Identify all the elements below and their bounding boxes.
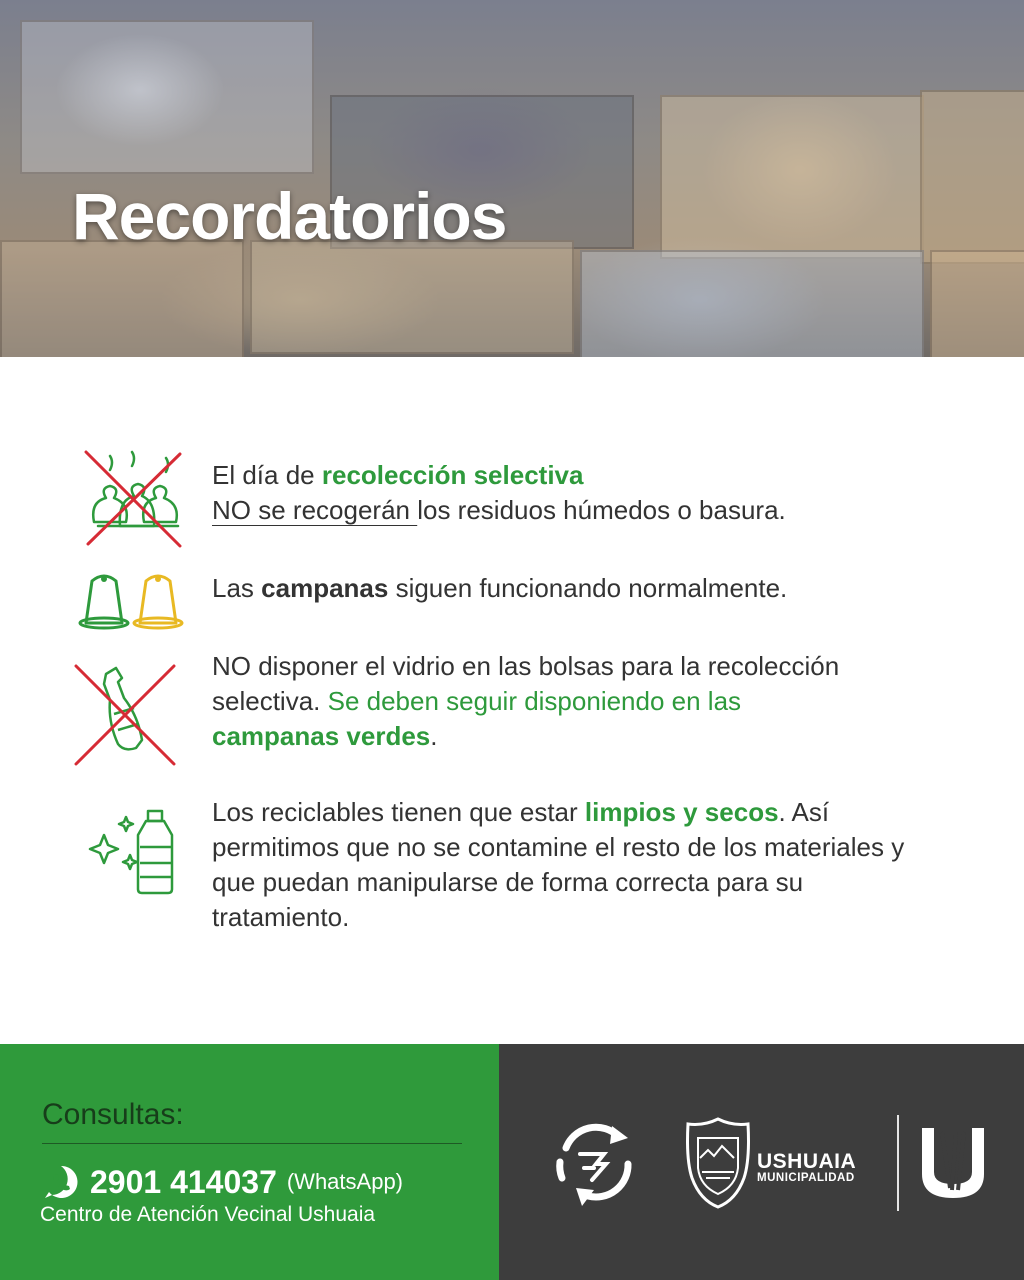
highlight-text: limpios y secos xyxy=(584,797,779,827)
ushuaia-u-logo-icon xyxy=(918,1124,988,1200)
reminder-item xyxy=(0,565,1024,635)
phone-number[interactable]: 2901 414037 xyxy=(90,1163,277,1200)
clean-bottle-icon xyxy=(86,807,178,895)
item-text: . xyxy=(430,721,438,751)
municipality-subtitle: MUNICIPALIDAD xyxy=(757,1172,855,1184)
highlight-bold-text: campanas verdes xyxy=(212,721,431,751)
whatsapp-icon xyxy=(42,1163,80,1201)
item-text: los residuos húmedos o basura. xyxy=(417,495,786,525)
highlight-text: Se deben seguir disponiendo en las xyxy=(327,686,742,716)
item-text: Las xyxy=(212,573,262,603)
consultas-heading: Consultas: xyxy=(42,1098,184,1131)
logo-separator xyxy=(897,1115,899,1211)
item-text: . Así permitimos que no se contamine el resto de los materiales y que puedan manipularse de forma correcta para su tratamiento. xyxy=(212,797,905,932)
underlined-text: NO se recogerán xyxy=(212,495,418,525)
divider xyxy=(42,1143,462,1144)
item-text: El día de xyxy=(212,460,322,490)
item-text: Los reciclables tienen que estar xyxy=(212,797,585,827)
municipal-shield-icon xyxy=(684,1116,752,1210)
bold-text: campanas xyxy=(261,573,389,603)
highlight-text: recolección selectiva xyxy=(321,460,584,490)
hero-image xyxy=(0,0,1024,357)
municipality-name: USHUAIA xyxy=(757,1150,857,1173)
crossed-trash-bags-icon xyxy=(80,446,184,550)
reminder-item xyxy=(0,440,1024,550)
recycling-logo-icon xyxy=(548,1118,640,1210)
crossed-bottle-icon xyxy=(72,662,178,768)
recycling-bins-icon xyxy=(76,569,190,633)
page-title: Recordatorios xyxy=(72,179,507,253)
whatsapp-label: (WhatsApp) xyxy=(286,1169,404,1194)
center-name: Centro de Atención Vecinal Ushuaia xyxy=(40,1203,376,1226)
item-text: NO disponer el vidrio en las bolsas para la recolección selectiva. xyxy=(212,651,840,716)
phone-row[interactable] xyxy=(42,1160,403,1204)
item-text: siguen funcionando normalmente. xyxy=(388,573,788,603)
reminder-item xyxy=(0,795,1024,945)
reminder-item xyxy=(0,650,1024,770)
